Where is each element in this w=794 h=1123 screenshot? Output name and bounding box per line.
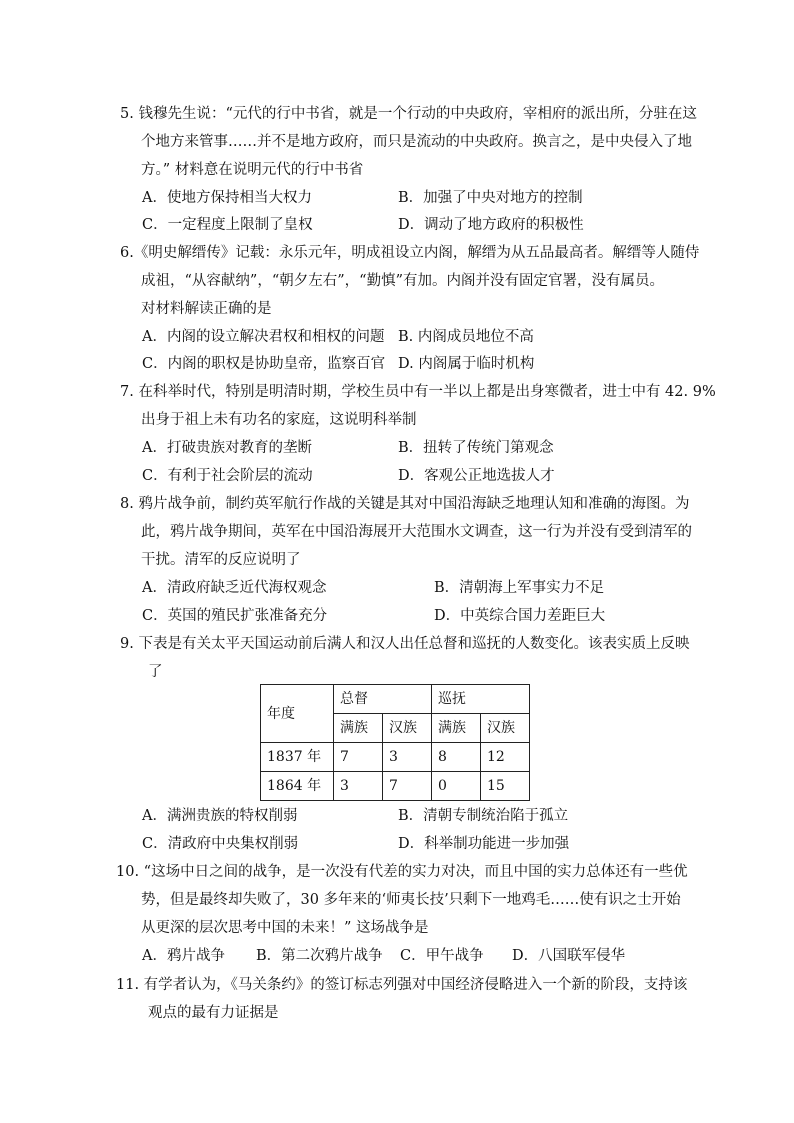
table-cell: 0 <box>432 772 481 801</box>
q6-option-a: A．内阁的设立解决君权和相权的问题 <box>142 329 385 345</box>
q8-stem-line-3: 干扰。清军的反应说明了 <box>141 552 301 568</box>
q8-option-d: D．中英综合国力差距巨大 <box>434 608 606 624</box>
q10-option-d: D．八国联军侵华 <box>512 948 626 964</box>
q9-stem-line-1: 9. 下表是有关太平天国运动前后满人和汉人出任总督和巡抚的人数变化。该表实质上反映 <box>120 636 690 652</box>
table-cell: 8 <box>432 743 481 772</box>
table-cell-year: 1837 年 <box>261 743 334 772</box>
q5-stem-line-1: 5. 钱穆先生说：“元代的行中书省，就是一个行动的中央政府，宰相府的派出所，分驻在这 <box>120 106 697 122</box>
q8-stem-line-2: 此，鸦片战争期间，英军在中国沿海展开大范围水文调查，这一行为并没有受到清军的 <box>141 524 692 540</box>
q5-option-c: C．一定程度上限制了皇权 <box>142 217 313 233</box>
q7-option-b: B．扭转了传统门第观念 <box>398 440 554 456</box>
q7-option-c: C．有利于社会阶层的流动 <box>142 468 313 484</box>
q7-stem-line-2: 出身于祖上未有功名的家庭，这说明科举制 <box>141 412 417 428</box>
table-subheader-manchu: 满族 <box>334 714 383 743</box>
q5-option-d: D．调动了地方政府的积极性 <box>398 217 584 233</box>
governor-table <box>260 684 530 801</box>
q9-option-a: A．满洲贵族的特权削弱 <box>142 808 298 824</box>
q6-stem-line-2: 成祖，“从容献纳”，“朝夕左右”，“勤慎”有加。内阁并没有固定官署，没有属员。 <box>141 273 664 289</box>
table-header-governor: 巡抚 <box>432 685 530 714</box>
q9-stem-line-2: 了 <box>148 664 163 680</box>
q10-stem-line-2: 势，但是最终却失败了，30 多年来的‘师夷长技’只剩下一地鸡毛……使有识之士开始 <box>141 892 681 908</box>
table-cell: 12 <box>481 743 530 772</box>
q5-option-b: B．加强了中央对地方的控制 <box>398 190 583 206</box>
table-header-governor-general: 总督 <box>334 685 432 714</box>
table-subheader-han: 汉族 <box>383 714 432 743</box>
table-cell-year: 1864 年 <box>261 772 334 801</box>
q10-option-c: C．甲午战争 <box>400 948 484 964</box>
q10-option-a: A．鸦片战争 <box>142 948 225 964</box>
q6-option-d: D. 内阁属于临时机构 <box>398 356 535 372</box>
q11-stem-line-1: 11. 有学者认为，《马关条约》的签订标志列强对中国经济侵略进入一个新的阶段，支持该 <box>116 977 688 993</box>
q7-option-a: A．打破贵族对教育的垄断 <box>142 440 312 456</box>
table-cell: 3 <box>334 772 383 801</box>
q10-option-b: B．第二次鸦片战争 <box>256 948 383 964</box>
q5-stem-line-3: 方。” 材料意在说明元代的行中书省 <box>141 162 364 178</box>
table-cell: 7 <box>383 772 432 801</box>
q10-stem-line-1: 10. “这场中日之间的战争，是一次没有代差的实力对决，而且中国的实力总体还有一些优 <box>116 864 688 880</box>
q5-option-a: A．使地方保持相当大权力 <box>142 190 312 206</box>
table-header-year: 年度 <box>261 685 334 743</box>
q7-stem-line-1: 7. 在科举时代，特别是明清时期，学校生员中有一半以上都是出身寒微者，进士中有 42. 9% <box>120 384 716 400</box>
table-subheader-han: 汉族 <box>481 714 530 743</box>
table-cell: 3 <box>383 743 432 772</box>
q11-stem-line-2: 观点的最有力证据是 <box>148 1005 279 1021</box>
q10-stem-line-3: 从更深的层次思考中国的未来！” 这场战争是 <box>141 920 429 936</box>
q6-stem-line-1: 6.《明史解缙传》记载：永乐元年，明成祖设立内阁，解缙为从五品最高者。解缙等人随侍 <box>120 245 700 261</box>
table-cell: 7 <box>334 743 383 772</box>
table-cell: 15 <box>481 772 530 801</box>
q9-option-d: D．科举制功能进一步加强 <box>398 836 570 852</box>
table-subheader-manchu: 满族 <box>432 714 481 743</box>
q5-stem-line-2: 个地方来管事……并不是地方政府，而只是流动的中央政府。换言之，是中央侵入了地 <box>141 134 692 150</box>
q6-stem-line-3: 对材料解读正确的是 <box>141 301 272 317</box>
q6-option-c: C．内阁的职权是协助皇帝，监察百官 <box>142 356 386 372</box>
q6-option-b: B. 内阁成员地位不高 <box>398 329 534 345</box>
table-row <box>261 772 530 801</box>
table-row <box>261 743 530 772</box>
q9-option-b: B．清朝专制统治陷于孤立 <box>398 808 569 824</box>
q8-option-a: A．清政府缺乏近代海权观念 <box>142 580 327 596</box>
q8-stem-line-1: 8. 鸦片战争前，制约英军航行作战的关键是其对中国沿海缺乏地理认知和准确的海图。为 <box>120 496 690 512</box>
q9-option-c: C．清政府中央集权削弱 <box>142 836 299 852</box>
q7-option-d: D．客观公正地选拔人才 <box>398 468 555 484</box>
q8-option-c: C．英国的殖民扩张准备充分 <box>142 608 328 624</box>
q8-option-b: B．清朝海上军事实力不足 <box>434 580 605 596</box>
